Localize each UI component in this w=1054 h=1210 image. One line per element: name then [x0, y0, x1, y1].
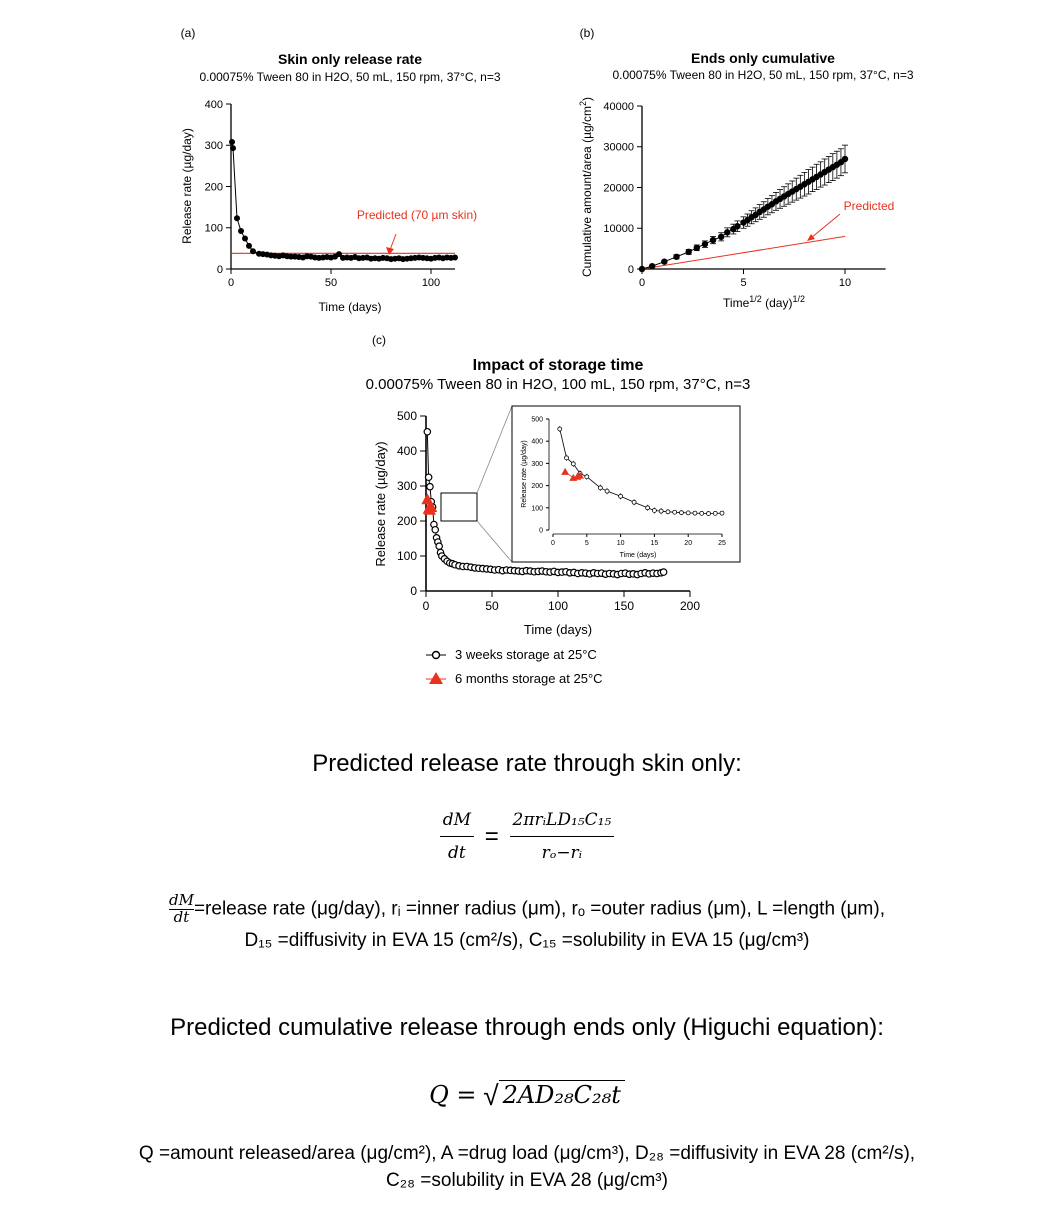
eq1-lhs-den: dt	[448, 843, 466, 863]
chart-c-xlabel: Time (days)	[523, 622, 593, 637]
legend-label-3weeks: 3 weeks storage at 25°C	[455, 647, 597, 662]
inset-point	[679, 511, 683, 515]
inset-y-tick-label: 500	[531, 416, 543, 424]
sqrt-icon: √	[483, 1080, 499, 1111]
chart-c-subtitle: 0.00075% Tween 80 in H2O, 100 mL, 150 rpm, 37°C, n=3	[365, 376, 751, 393]
inset-point	[700, 511, 704, 515]
eq2-lhs: Q =	[429, 1081, 477, 1109]
chart-a-point	[230, 145, 236, 151]
chart-a-x-tick-label: 0	[227, 277, 235, 289]
chart-a-y-tick-label: 200	[204, 181, 223, 194]
inset-y-tick-label: 400	[531, 438, 543, 446]
inset-point	[558, 427, 562, 431]
inset-x-tick-label: 5	[584, 540, 589, 547]
chart-b-point	[734, 223, 740, 229]
chart-b-y-tick-label: 20000	[603, 182, 634, 195]
inset-point	[686, 511, 690, 515]
chart-b-x-tick-label: 5	[740, 277, 747, 289]
chart-a-title: Skin only release rate	[278, 51, 422, 67]
chart-a-xlabel: Time (days)	[318, 300, 382, 314]
chart-c-point	[427, 484, 433, 490]
chart-c-y-tick-label: 400	[396, 444, 417, 459]
eq2-def-line2: C₂₈ =solubility in EVA 28 (μg/cm³)	[386, 1170, 668, 1191]
inset-frame	[512, 406, 740, 562]
inset-point	[673, 510, 677, 514]
inset-x-tick-label: 15	[650, 540, 659, 547]
chart-c-zoom-connector	[477, 406, 512, 493]
inset-point	[720, 511, 724, 515]
chart-b-point	[724, 229, 730, 235]
chart-a-point	[452, 254, 458, 260]
chart-a-predicted-arrow	[390, 234, 396, 250]
eq2-definitions	[0, 1140, 1054, 1194]
eq1-rhs-den: rₒ−rᵢ	[541, 843, 583, 863]
chart-b-point	[710, 237, 716, 243]
chart-a-plot	[205, 99, 458, 289]
chart-c-point	[436, 543, 442, 549]
inset-x-tick-label: 20	[684, 540, 693, 547]
inset-x-tick-label: 25	[718, 540, 726, 547]
inset-y-tick-label: 200	[531, 483, 543, 491]
eq1-definitions	[0, 893, 1054, 956]
inset-point	[565, 456, 569, 460]
chart-b-y-tick-label: 40000	[603, 100, 634, 113]
eq1-def-line2: D₁₅ =diffusivity in EVA 15 (cm²/s), C₁₅ =solubility in EVA 15 (μg/cm³)	[244, 929, 810, 951]
eq1-def-line1: =release rate (μg/day), rᵢ =inner radius (μm), rₒ =outer radius (μm), L =length (μm),	[193, 898, 885, 920]
panel-label-c: (c)	[372, 333, 386, 347]
inset-point	[693, 511, 697, 515]
chart-b-x-tick-label: 0	[638, 277, 646, 289]
eq1-formula	[0, 810, 1054, 863]
eq1-heading: Predicted release rate through skin only:	[312, 750, 742, 777]
legend-marker-3weeks	[433, 652, 440, 659]
chart-a-point	[234, 215, 240, 221]
inset-y-tick-label: 300	[531, 460, 543, 468]
chart-b-point	[685, 249, 691, 255]
inset-ylabel: Release rate (µg/day)	[521, 440, 528, 508]
chart-a-series-line	[232, 142, 455, 259]
eq1-equals: =	[484, 822, 499, 850]
chart-a-point	[242, 235, 248, 241]
chart-c-y-tick-label: 300	[396, 479, 417, 494]
chart-a-y-tick-label: 300	[204, 140, 223, 153]
chart-b-point	[661, 258, 667, 264]
eq1-def-fraction	[169, 893, 194, 926]
chart-b-predicted-arrow	[811, 214, 840, 238]
chart-c-ylabel: Release rate (µg/day)	[373, 441, 388, 567]
inset-point	[605, 489, 609, 493]
chart-b-y-tick-label: 0	[627, 263, 634, 276]
chart-b-point	[673, 254, 679, 260]
chart-a-predicted-label: Predicted (70 µm skin)	[356, 208, 478, 222]
chart-a-y-tick-label: 0	[216, 263, 223, 276]
chart-b-y-tick-label: 10000	[603, 223, 634, 236]
chart-b-xlabel: Time$^{1/2}$ (day)$^{1/2}$	[723, 294, 805, 310]
eq1-rhs-fraction	[510, 810, 615, 863]
legend-label-6months: 6 months storage at 25°C	[455, 671, 603, 686]
inset-point	[619, 494, 623, 498]
chart-a-subtitle: 0.00075% Tween 80 in H2O, 50 mL, 150 rpm, 37°C, n=3	[199, 70, 501, 84]
chart-b-x-tick-label: 10	[838, 277, 852, 289]
chart-c-x-tick-label: 0	[422, 599, 430, 613]
chart-c-y-tick-label: 100	[396, 549, 417, 564]
eq1-def-frac-den: dt	[173, 907, 190, 926]
inset-point	[652, 508, 656, 512]
chart-a-point	[246, 243, 252, 249]
chart-c-y-tick-label: 200	[396, 514, 417, 529]
chart-b-point	[694, 245, 700, 251]
legend-marker-6months	[429, 672, 443, 684]
inset-point	[713, 511, 717, 515]
panel-label-a: (a)	[180, 26, 196, 40]
chart-a-y-tick-label: 100	[204, 222, 223, 235]
chart-c-inset	[512, 406, 740, 562]
eq1-lhs-fraction	[440, 810, 474, 863]
chart-a-point	[229, 139, 235, 145]
inset-point	[666, 510, 670, 514]
chart-c-zoom-connector	[477, 521, 512, 562]
inset-x-tick-label: 10	[616, 540, 625, 547]
inset-x-tick-label: 0	[551, 540, 555, 547]
eq2-formula	[0, 1080, 1054, 1112]
chart-b-point	[649, 263, 655, 269]
chart-c-point	[425, 474, 431, 480]
chart-a-point	[238, 228, 244, 234]
chart-c-point	[424, 429, 430, 435]
inset-y-tick-label: 0	[539, 527, 543, 535]
chart-b-predicted-label: Predicted	[843, 199, 895, 213]
chart-c-y-tick-label: 500	[396, 409, 417, 424]
chart-a-point	[250, 248, 256, 254]
inset-point	[706, 512, 710, 516]
chart-b-predicted-line	[642, 236, 845, 269]
chart-a-y-tick-label: 400	[204, 98, 223, 111]
inset-point	[598, 486, 602, 490]
chart-b-y-tick-label: 30000	[603, 141, 634, 154]
eq1-def-frac-num: dM	[168, 891, 194, 909]
chart-b-title: Ends only cumulative	[691, 50, 835, 66]
inset-y-tick-label: 100	[531, 505, 543, 513]
inset-xlabel: Time (days)	[619, 552, 657, 559]
chart-a-x-tick-label: 100	[421, 277, 441, 289]
eq2-heading: Predicted cumulative release through ends only (Higuchi equation):	[170, 1014, 884, 1041]
chart-c-x-tick-label: 50	[485, 599, 499, 613]
chart-b-point	[842, 156, 848, 162]
eq2-radicand: 2AD₂₈C₂₈t	[499, 1080, 625, 1109]
panel-label-b: (b)	[579, 26, 595, 40]
chart-c-title: Impact of storage time	[472, 357, 644, 374]
chart-b-plot	[603, 101, 885, 289]
chart-c-point	[660, 569, 666, 575]
chart-b-point	[702, 241, 708, 247]
chart-c-x-tick-label: 100	[547, 599, 569, 613]
eq2-def-line1: Q =amount released/area (μg/cm²), A =drug load (μg/cm³), D₂₈ =diffusivity in EVA 28 (cm²/s),	[138, 1143, 916, 1164]
inset-point	[632, 500, 636, 504]
chart-c-zoom-box	[441, 493, 477, 521]
chart-b-point	[718, 234, 724, 240]
chart-c-legend	[426, 647, 603, 686]
inset-point	[571, 462, 575, 466]
chart-c-x-tick-label: 200	[679, 599, 701, 613]
chart-b-point	[639, 266, 645, 272]
inset-point	[659, 509, 663, 513]
chart-b-ylabel: Cumulative amount/area $(\mu g/cm^2)$	[578, 97, 594, 277]
chart-c-x-tick-label: 150	[613, 599, 635, 613]
chart-c-y-tick-label: 0	[410, 584, 417, 599]
inset-point	[646, 506, 650, 510]
eq1-lhs-num: dM	[440, 810, 474, 837]
chart-b-subtitle: 0.00075% Tween 80 in H2O, 50 mL, 150 rpm, 37°C, n=3	[612, 68, 914, 82]
inset-point	[585, 475, 589, 479]
eq1-rhs-num: 2πrᵢLD₁₅C₁₅	[510, 810, 615, 837]
chart-c-point	[432, 527, 438, 533]
chart-a-ylabel: Release rate (µg/day)	[180, 128, 194, 244]
chart-a-x-tick-label: 50	[324, 277, 338, 289]
